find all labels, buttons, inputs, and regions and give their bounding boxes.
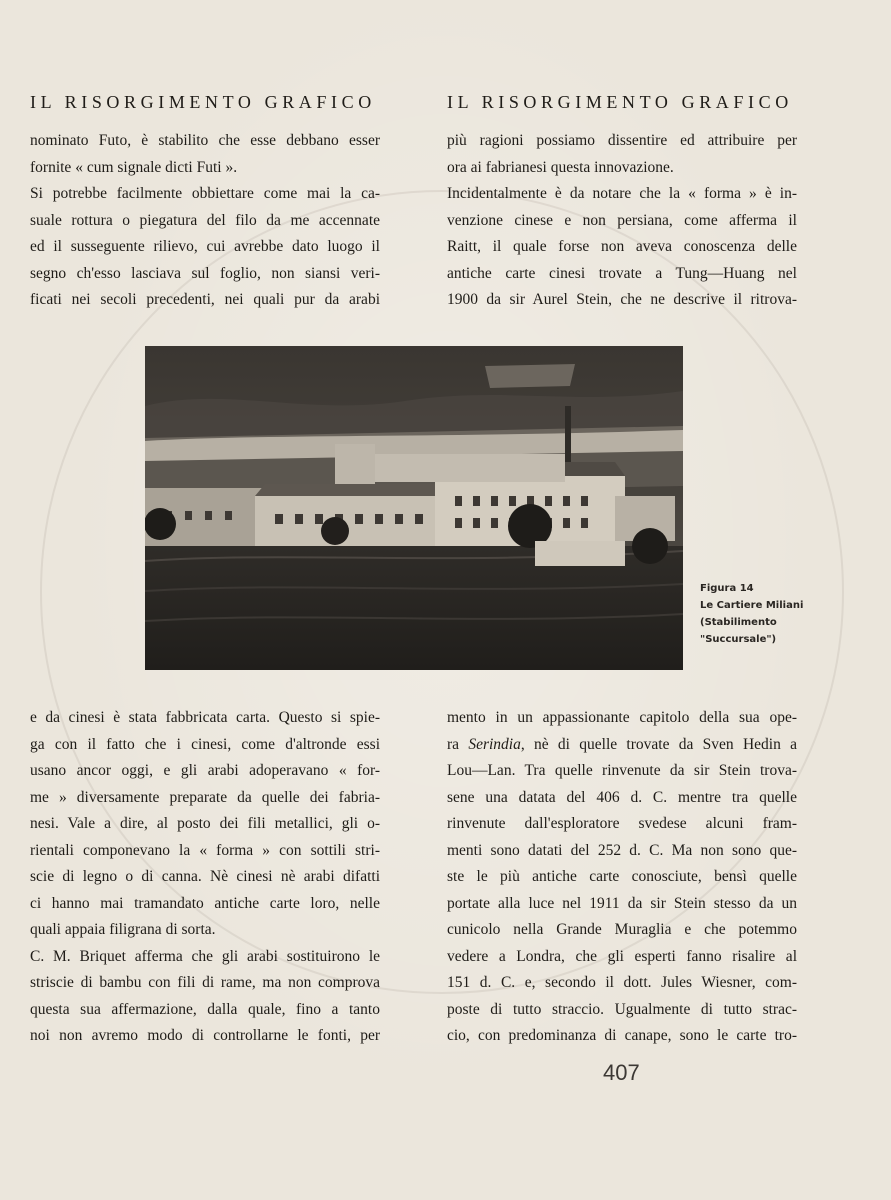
text-column-top-right: [447, 128, 797, 314]
text-line: ed il susseguente rilievo, cui avrebbe dato luogo il: [30, 238, 380, 255]
text-line: ste le più antiche carte conosciute, bensì quelle: [447, 868, 797, 885]
text-line: nesi. Vale a dire, al posto dei fili metallici, gli o-: [30, 815, 380, 832]
text-line: quali appaia filigrana di sorta.: [30, 921, 216, 938]
text-line: Raitt, il quale forse non aveva conoscenza delle: [447, 238, 797, 255]
text-line: usano ancor oggi, e gli arabi adoperavano « for-: [30, 762, 380, 779]
figure-caption-line: (Stabilimento: [700, 617, 777, 628]
text-line: e da cinesi è stata fabbricata carta. Questo si spie-: [30, 709, 380, 726]
text-line: ficati nei secoli precedenti, nei quali pur da arabi: [30, 291, 380, 308]
text-line: Lou—Lan. Tra quelle rinvenute da sir Stein trova-: [447, 762, 797, 779]
text-fragment: ra: [447, 735, 469, 753]
text-line: segno ch'esso lasciava sul foglio, non siansi veri-: [30, 264, 380, 282]
text-line: 1900 da sir Aurel Stein, che ne descrive il ritrova-: [447, 291, 797, 308]
text-column-bottom-left: [30, 705, 380, 1050]
text-line: fornite « cum signale dicti Futi ».: [30, 158, 238, 176]
text-line: antiche carte cinesi trovate a Tung—Huang nel: [447, 264, 797, 282]
text-line: poste di tutto straccio. Ugualmente di tutto strac-: [447, 1000, 797, 1018]
text-line: ci hanno mai tramandato antiche carte loro, nelle: [30, 894, 380, 912]
text-line: Incidentalmente è da notare che la « forma » è in-: [447, 185, 797, 202]
text-line: 151 d. C. e, secondo il dott. Jules Wiesner, com-: [447, 974, 797, 991]
text-line: C. M. Briquet afferma che gli arabi sostituirono le: [30, 947, 380, 965]
figure-label: Figura 14: [700, 583, 754, 594]
running-header-right: IL RISORGIMENTO GRAFICO: [447, 92, 793, 112]
text-line: più ragioni possiamo dissentire ed attribuire per: [447, 132, 797, 149]
text-column-top-left: [30, 128, 380, 314]
text-line: sene una datata del 406 d. C. mentre tra quelle: [447, 788, 797, 806]
text-line: nominato Futo, è stabilito che esse debbano esser: [30, 132, 380, 149]
text-line: questa sua affermazione, dalla quale, fino a tanto: [30, 1000, 380, 1018]
page-number: 407: [603, 1060, 640, 1085]
text-line: rinvenute dall'esploratore svedese alcuni fram-: [447, 815, 797, 832]
text-line: me » diversamente preparate da quelle dei fabria-: [30, 788, 380, 806]
text-line: suale rottura o piegatura del filo da me accennate: [30, 211, 380, 229]
figure-caption-line: Le Cartiere Miliani: [700, 600, 804, 611]
text-fragment: , nè di quelle trovate da Sven Hedin a: [520, 735, 797, 753]
text-line: Si potrebbe facilmente obbiettare come mai la ca-: [30, 185, 380, 202]
text-line: ga con il fatto che i cinesi, come d'altronde essi: [30, 735, 380, 753]
text-line: mento in un appassionante capitolo della sua ope-: [447, 709, 797, 726]
figure-caption: [700, 580, 803, 648]
text-line: vedere a Londra, che gli esperti fanno risalire al: [447, 947, 797, 965]
text-line: rientali componevano la « forma » con sottili stri-: [30, 841, 380, 859]
figure-caption-line: "Succursale"): [700, 634, 777, 645]
factory-photograph: [145, 346, 683, 670]
text-line: scie di legno o di canna. Nè cinesi nè arabi difatti: [30, 868, 380, 885]
text-line: noi non avremo modo di controllarne le fonti, per: [30, 1027, 380, 1044]
book-title-serindia: Serindia: [468, 735, 521, 753]
text-line: menti sono datati del 252 d. C. Ma non sono que-: [447, 841, 797, 859]
text-line: portate alla luce nel 1911 da sir Stein stesso da un: [447, 894, 797, 912]
text-column-bottom-right: [447, 705, 797, 1050]
text-line: cio, con predominanza di canape, sono le carte tro-: [447, 1027, 797, 1044]
running-header-left: IL RISORGIMENTO GRAFICO: [30, 92, 376, 112]
text-line: [447, 732, 797, 759]
text-line: cunicolo nella Grande Muraglia e che potemmo: [447, 921, 797, 938]
text-line: ora ai fabrianesi questa innovazione.: [447, 158, 674, 176]
figure-photo-paper-mill: [145, 346, 683, 670]
text-line: venzione cinese e non persiana, come afferma il: [447, 211, 797, 229]
text-line: striscie di bambu con fili di rame, ma non comprova: [30, 974, 380, 991]
